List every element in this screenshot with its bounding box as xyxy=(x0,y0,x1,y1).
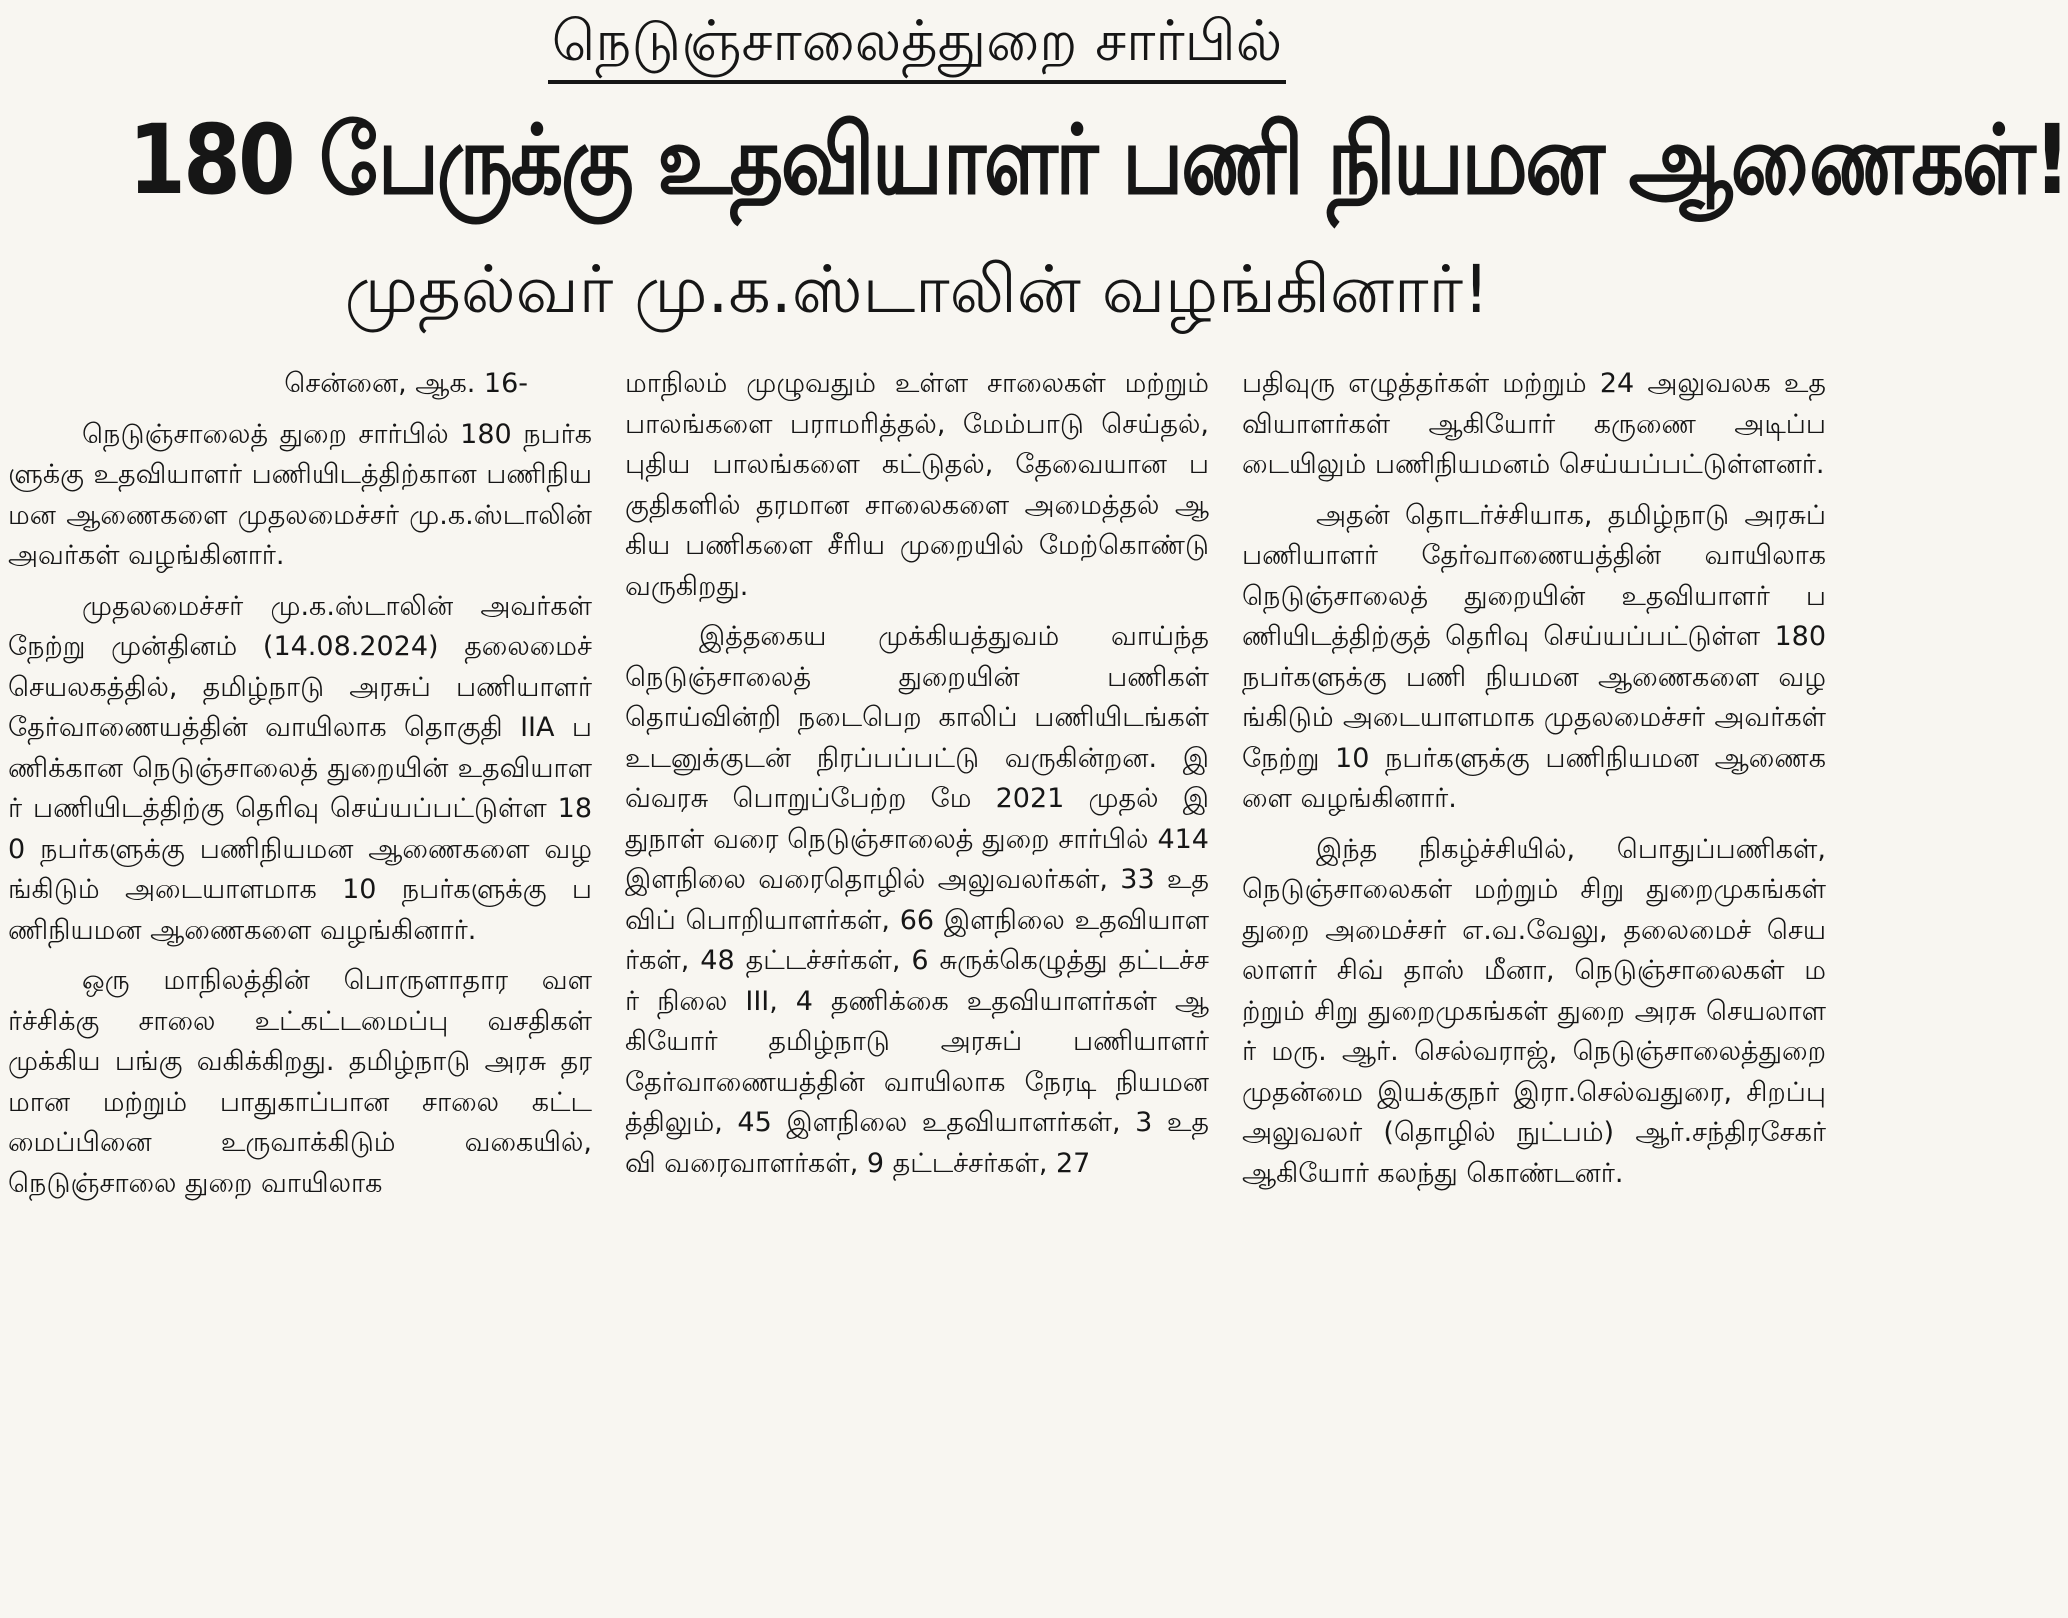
paragraph: பதிவுரு எழுத்தர்கள் மற்றும் 24 அலுவலக உதவியாளர்கள் ஆகியோர் கருணை அடிப்படையிலும் பணிநியமனம் செய்யப்பட்டுள்ளனர். xyxy=(1242,368,1826,480)
article-body xyxy=(8,364,1826,1614)
kicker-text: நெடுஞ்சாலைத்துறை சார்பில் xyxy=(548,6,1286,84)
column-2 xyxy=(625,364,1209,1614)
paragraph: ஒரு மாநிலத்தின் பொருளாதார வளர்ச்சிக்கு சாலை உட்கட்டமைப்பு வசதிகள் முக்கிய பங்கு வகிக்கிறது. தமிழ்நாடு அரசு தரமான மற்றும் பாதுகாப்பான சாலை கட்டமைப்பினை உருவாக்கிடும் வகையில், நெடுஞ்சாலை துறை வாயிலாக xyxy=(8,965,592,1199)
column-1 xyxy=(8,364,592,1614)
kicker-heading xyxy=(0,6,1834,84)
dateline: சென்னை, ஆக. 16- xyxy=(284,368,528,399)
headline: 180 பேருக்கு உதவியாளர் பணி நியமன ஆணைகள்! xyxy=(128,104,2068,216)
paragraph: அதன் தொடர்ச்சியாக, தமிழ்நாடு அரசுப் பணியாளர் தேர்வாணையத்தின் வாயிலாக நெடுஞ்சாலைத் துறையின் உதவியாளர் பணியிடத்திற்குத் தெரிவு செய்யப்பட்டுள்ள 180 நபர்களுக்கு பணி நியமன ஆணைகளை வழங்கிடும் அடையாளமாக முதலமைச்சர் அவர்கள் நேற்று 10 நபர்களுக்கு பணிநியமன ஆணைகளை வழங்கினார். xyxy=(1242,499,1826,814)
paragraph: இந்த நிகழ்ச்சியில், பொதுப்பணிகள், நெடுஞ்சாலைகள் மற்றும் சிறு துறைமுகங்கள் துறை அமைச்சர் எ.வ.வேலு, தலைமைச் செயலாளர் சிவ் தாஸ் மீனா, நெடுஞ்சாலைகள் மற்றும் சிறு துறைமுகங்கள் துறை அரசு செயலாளர் மரு. ஆர். செல்வராஜ், நெடுஞ்சாலைத்துறை முதன்மை இயக்குநர் இரா.செல்வதுரை, சிறப்பு அலுவலர் (தொழில் நுட்பம்) ஆர்.சந்திரசேகர் ஆகியோர் கலந்து கொண்டனர். xyxy=(1242,833,1826,1189)
paragraph: முதலமைச்சர் மு.க.ஸ்டாலின் அவர்கள் நேற்று முன்தினம் (14.08.2024) தலைமைச் செயலகத்தில், தமிழ்நாடு அரசுப் பணியாளர் தேர்வாணையத்தின் வாயிலாக தொகுதி IIA பணிக்கான நெடுஞ்சாலைத் துறையின் உதவியாளர் பணியிடத்திற்கு தெரிவு செய்யப்பட்டுள்ள 180 நபர்களுக்கு பணிநியமன ஆணைகளை வழங்கிடும் அடையாளமாக 10 நபர்களுக்கு பணிநியமன ஆணைகளை வழங்கினார். xyxy=(8,590,592,946)
column-3 xyxy=(1242,364,1826,1614)
subheadline: முதல்வர் மு.க.ஸ்டாலின் வழங்கினார்! xyxy=(344,251,1490,328)
paragraph: மாநிலம் முழுவதும் உள்ள சாலைகள் மற்றும் பாலங்களை பராமரித்தல், மேம்பாடு செய்தல், புதிய பாலங்களை கட்டுதல், தேவையான பகுதிகளில் தரமான சாலைகளை அமைத்தல் ஆகிய பணிகளை சீரிய முறையில் மேற்கொண்டு வருகிறது. xyxy=(625,368,1209,602)
paragraph: நெடுஞ்சாலைத் துறை சார்பில் 180 நபர்களுக்கு உதவியாளர் பணியிடத்திற்கான பணிநியமன ஆணைகளை முதலமைச்சர் மு.க.ஸ்டாலின் அவர்கள் வழங்கினார். xyxy=(8,418,592,571)
paragraph: இத்தகைய முக்கியத்துவம் வாய்ந்த நெடுஞ்சாலைத் துறையின் பணிகள் தொய்வின்றி நடைபெற காலிப் பணியிடங்கள் உடனுக்குடன் நிரப்பப்பட்டு வருகின்றன. இவ்வரசு பொறுப்பேற்ற மே 2021 முதல் இதுநாள் வரை நெடுஞ்சாலைத் துறை சார்பில் 414 இளநிலை வரைதொழில் அலுவலர்கள், 33 உதவிப் பொறியாளர்கள், 66 இளநிலை உதவியாளர்கள், 48 தட்டச்சர்கள், 6 சுருக்கெழுத்து தட்டச்சர் நிலை III, 4 தணிக்கை உதவியாளர்கள் ஆகியோர் தமிழ்நாடு அரசுப் பணியாளர் தேர்வாணையத்தின் வாயிலாக நேரடி நியமனத்திலும், 45 இளநிலை உதவியாளர்கள், 3 உதவி வரைவாளர்கள், 9 தட்டச்சர்கள், 27 xyxy=(625,621,1209,1179)
